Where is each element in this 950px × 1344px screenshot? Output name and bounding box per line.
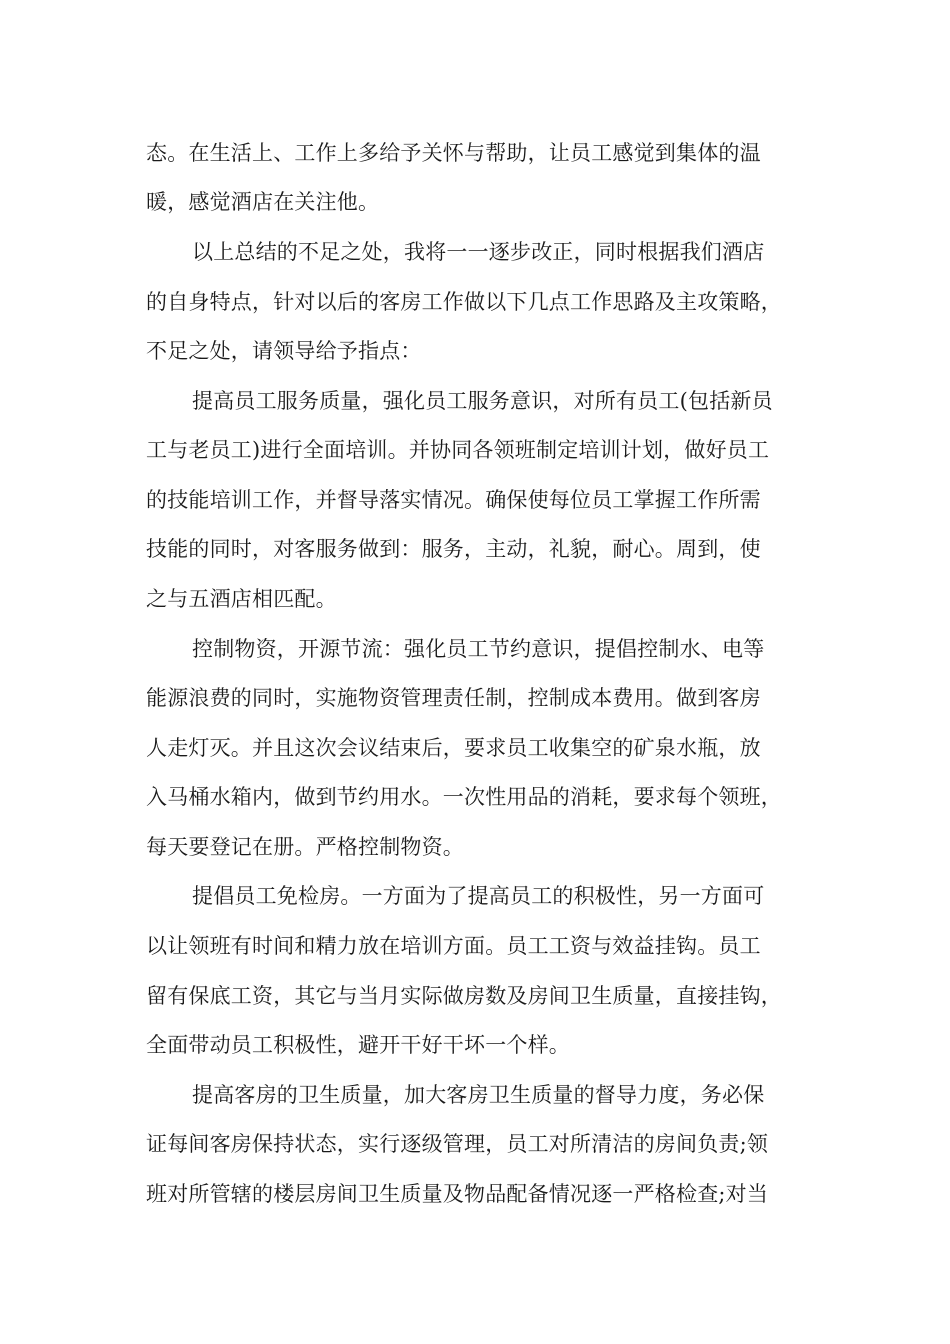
text-line: 全面带动员工积极性，避开干好干坏一个样。 [146, 1033, 570, 1057]
text-line: 之与五酒店相匹配。 [146, 587, 337, 611]
text-line: 技能的同时，对客服务做到：服务，主动，礼貌，耐心。周到，使 [146, 537, 761, 561]
text-line: 的技能培训工作，并督导落实情况。确保使每位员工掌握工作所需 [146, 488, 761, 512]
text-line: 能源浪费的同时，实施物资管理责任制，控制成本费用。做到客房 [146, 686, 761, 710]
paragraph-first-line: 提倡员工免检房。一方面为了提高员工的积极性，另一方面可 [192, 884, 765, 908]
text-line: 每天要登记在册。严格控制物资。 [146, 835, 464, 859]
text-line: 人走灯灭。并且这次会议结束后，要求员工收集空的矿泉水瓶，放 [146, 736, 761, 760]
text-line: 的自身特点，针对以后的客房工作做以下几点工作思路及主攻策略， [146, 290, 782, 314]
text-line: 不足之处，请领导给予指点： [146, 339, 422, 363]
text-line: 工与老员工)进行全面培训。并协同各领班制定培训计划，做好员工 [146, 438, 770, 462]
paragraph-first-line: 提高员工服务质量，强化员工服务意识，对所有员工(包括新员 [192, 389, 773, 413]
text-line: 态。在生活上、工作上多给予关怀与帮助，让员工感觉到集体的温 [146, 141, 761, 165]
text-line: 证每间客房保持状态，实行逐级管理，员工对所清洁的房间负责;领 [146, 1132, 769, 1156]
text-line: 入马桶水箱内，做到节约用水。一次性用品的消耗，要求每个领班， [146, 785, 782, 809]
paragraph-first-line: 控制物资，开源节流：强化员工节约意识，提倡控制水、电等 [192, 637, 765, 661]
text-line: 以让领班有时间和精力放在培训方面。员工工资与效益挂钩。员工 [146, 934, 761, 958]
text-line: 暖，感觉酒店在关注他。 [146, 190, 380, 214]
paragraph-first-line: 提高客房的卫生质量，加大客房卫生质量的督导力度，务必保 [192, 1083, 765, 1107]
text-line: 班对所管辖的楼层房间卫生质量及物品配备情况逐一严格检查;对当 [146, 1182, 769, 1206]
paragraph-first-line: 以上总结的不足之处，我将一一逐步改正，同时根据我们酒店 [192, 240, 765, 264]
text-line: 留有保底工资，其它与当月实际做房数及房间卫生质量，直接挂钩， [146, 984, 782, 1008]
